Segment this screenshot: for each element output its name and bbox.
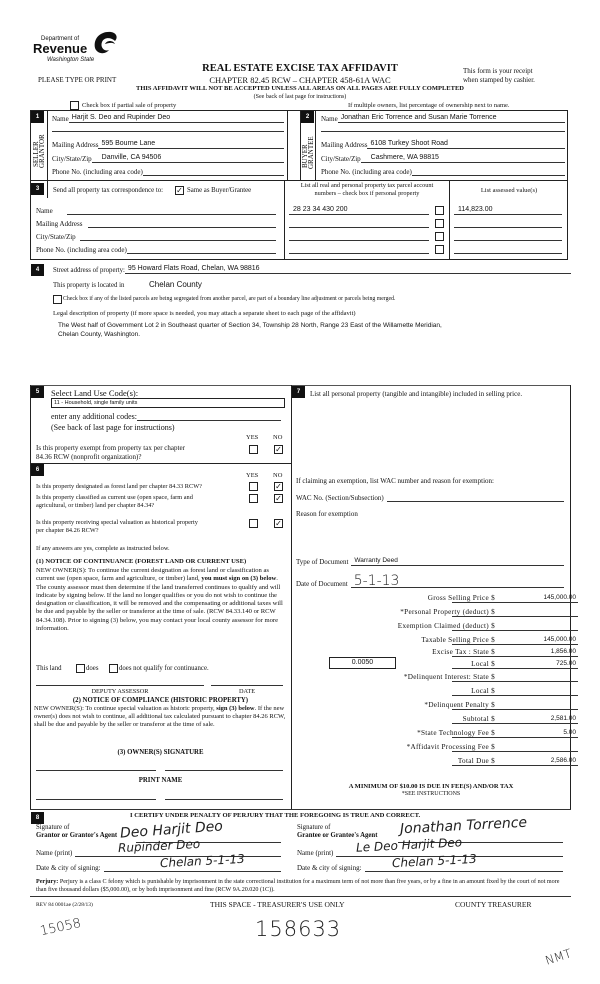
agency-line1: Department of [41,36,80,42]
subtotal-field[interactable]: 2,581.00 [452,714,578,724]
agency-line3: Washington State [47,57,95,63]
this-land-label: This land [36,665,62,672]
certify-statement: I CERTIFY UNDER PENALTY OF PERJURY THAT THE FOREGOING IS TRUE AND CORRECT. [130,812,421,819]
owner-signature-line-1[interactable] [36,770,156,771]
current-use-question-line2: agricultural, or timber) land per chapter 84.34? [36,502,155,509]
located-in-label: This property is located in [53,282,125,289]
receipt-note-1: This form is your receipt [463,67,533,75]
seller-mailing-label: Mailing Address [52,141,99,149]
personal-property-deduct-field[interactable] [452,607,578,617]
assessed-value-field-3[interactable] [454,231,562,241]
personal-property-checkbox-4[interactable] [435,245,444,254]
notice-continuance-title: (1) NOTICE OF CONTINUANCE (FOREST LAND OR CURRENT USE) [36,558,247,565]
seller-city-row [52,153,284,163]
segregated-checkbox[interactable] [53,295,62,304]
notice-compliance-body-b: . If the new owner(s) does not wish to continue, all additional tax calculated pursuant to chapter 84.26 RCW, shall be due and payable by the seller or transferor at the time of sale. [34,705,286,728]
section-5-see-back: (See back of last page for instructions) [51,423,175,432]
print-name-line-2[interactable] [165,799,283,800]
owner-signature-title: (3) OWNER(S) SIGNATURE [117,749,204,756]
notice-compliance-body-a: NEW OWNER(S): To continue special valuation as historic property, [34,705,217,712]
section-5-6-divider [30,463,291,464]
buyer-mailing-field[interactable]: 6108 Turkey Shoot Road [367,139,565,149]
delinquent-interest-state-field[interactable] [452,672,578,682]
notice-continuance-body [36,567,286,633]
buyer-city-field[interactable]: Cashmere, WA 98815 [361,153,565,163]
personal-property-checkbox-1[interactable] [435,206,444,215]
grantor-label [38,126,48,176]
seller-city-label: City/State/Zip [52,155,92,163]
delinquent-penalty-field[interactable] [452,700,578,710]
segregated-label: Check box if any of the listed parcels are being segregated from another parcel, are part of a boundary line adjustment or parcels being merged. [63,296,396,302]
lower-box-bottom-border [30,809,571,810]
document-type-row [296,556,564,566]
excise-tax-state-label: Excise Tax : State $ [432,648,495,656]
grantor-signature-label [36,824,117,840]
legal-description-label: Legal description of property (if more space is needed, you may attach a separate sheet to each page of the affidavit) [53,310,356,317]
buyer-mailing-row [321,139,565,149]
perjury-underline [30,896,571,897]
grantee-signature-label-1: Signature of [297,824,331,831]
seller-mailing-row [52,139,284,149]
seller-mailing-field[interactable]: 595 Bourne Lane [98,139,284,149]
section-6-no-header: NO [273,472,283,479]
dor-logo [33,30,133,66]
parcel-number-field-4[interactable] [289,244,429,254]
grantee-signature-label [297,824,377,840]
correspondence-phone-field[interactable] [127,244,276,254]
assessor-date-label: DATE [238,688,256,695]
section-1-number: 1 [31,111,44,123]
see-instructions-note: *SEE INSTRUCTIONS [401,791,461,797]
grantee-date-label: Date & city of signing: [297,864,362,872]
exemption-reason-label: Reason for exemption [296,510,358,518]
section-6-yes-header: YES [246,472,259,479]
notice-compliance-bold: sign (3) below [216,705,255,712]
buyer-name-row [321,113,565,123]
document-type-label: Type of Document [296,558,349,566]
section-3-divider [284,180,285,260]
exempt-question [36,444,185,461]
seller-phone-field[interactable] [143,166,284,176]
grantor-date-label: Date & city of signing: [36,864,101,872]
notice-compliance-title: (2) NOTICE OF COMPLIANCE (HISTORIC PROPERTY) [72,697,249,704]
current-use-yes-checkbox[interactable] [249,494,258,503]
parties-divider-horizontal [30,180,568,181]
exemption-label: If claiming an exemption, list WAC number and reason for exemption: [296,477,494,485]
county-treasurer-label: COUNTY TREASURER [455,900,532,909]
acceptance-warning: THIS AFFIDAVIT WILL NOT BE ACCEPTED UNLESS ALL AREAS ON ALL PAGES ARE FULLY COMPLETED [136,85,464,92]
grantor-name-label: Name (print) [36,849,73,857]
street-address-row [53,264,571,274]
seller-name-line2[interactable] [52,131,284,132]
located-in-value[interactable]: Chelan County [149,280,202,289]
grantee-name-label: Name (print) [297,849,334,857]
correspondence-phone-label: Phone No. (including area code) [36,246,127,254]
section-8-number: 8 [31,812,44,824]
current-use-question [36,494,193,510]
assessor-date-line[interactable] [211,685,283,686]
correspondence-name-field[interactable] [67,205,276,215]
personal-property-checkbox-3[interactable] [435,232,444,241]
owner-signature-line-2[interactable] [165,770,283,771]
legal-description-line2[interactable]: Chelan County, Washington. [58,331,141,338]
receipt-note-2: when stamped by cashier. [463,76,535,84]
parcel-number-field-2[interactable] [289,218,429,228]
historical-yes-checkbox[interactable] [249,519,258,528]
agency-line2: Revenue [33,41,88,56]
if-yes-note: If any answers are yes, complete as instructed below. [36,545,170,552]
correspondence-mailing-label: Mailing Address [36,220,83,228]
historical-question [36,519,198,535]
grantor-signature-label-2: Grantor or Grantor's Agent [36,832,118,839]
correspondence-mailing-field[interactable] [88,218,276,228]
excise-tax-local-label: Local $ [471,660,495,668]
section-3-number-border [47,180,48,198]
exempt-question-line1: Is this property exempt from property tax per chapter [36,444,185,452]
exemption-claimed-field[interactable] [452,621,578,631]
taxable-selling-price-field[interactable]: 145,000.00 [452,635,578,645]
correspondence-name-label: Name [36,207,53,215]
grantor-signature-label-1: Signature of [36,824,70,831]
deputy-assessor-label: DEPUTY ASSESSOR [91,688,149,695]
gross-selling-price-label: Gross Selling Price $ [427,594,495,602]
grantor-date-handwritten: Chelan 5-1-13 [159,851,245,871]
correspondence-mailing-row [36,218,276,228]
same-as-buyer-checkbox[interactable]: ✓ [176,186,183,195]
form-subtitle: CHAPTER 82.45 RCW – CHAPTER 458-61A WAC [209,75,391,85]
assessed-value-field-4[interactable] [454,244,562,254]
grantee-label [307,130,315,176]
section-5-yes-header: YES [246,434,259,441]
wac-number-label: WAC No. (Section/Subsection) [296,494,384,502]
parcel-header [286,182,448,198]
seller-name-label: Name [52,115,69,123]
delinquent-interest-state-label: *Delinquent Interest: State $ [403,673,495,681]
additional-codes-field[interactable] [137,411,281,421]
document-date-row [296,574,564,588]
section-7-lower-left-border [291,463,292,464]
assessed-value-field-2[interactable] [454,218,562,228]
buyer-phone-row [321,166,565,176]
buyer-mailing-label: Mailing Address [321,141,368,149]
excise-tax-local-field[interactable]: 725.00 [452,659,578,669]
buyer-text: BUYER [301,144,309,168]
notice-compliance-body [34,705,288,728]
instructions-note: (See back of last page for instructions) [253,94,347,100]
excise-tax-state-field[interactable]: 1,856.00 [452,647,578,657]
buyer-city-label: City/State/Zip [321,155,361,163]
lower-box-left-border [30,385,31,810]
grantor-signature[interactable]: Deo Harjit Deo [119,818,224,842]
grantee-name-handwritten: Le Deo Harjit Deo [355,835,463,855]
perjury-bold: Perjury: [36,879,59,885]
section-2-number: 2 [301,111,314,123]
buyer-city-row [321,153,565,163]
grantor-name-handwritten: Rupinder Deo [117,836,201,856]
form-id: REV 84 0001ae (2/28/13) [36,902,93,908]
notice-continuance-body-b: . The county assessor must then determine if the land transferred continues to qualify and will indicate by signing below. If the land no longer qualifies or you do not wish to continue the designation or classification, it will be removed and the compensating or additional taxes will be due and payable by the seller or transferor at the time of sale. (RCW 84.33.140 or RCW 84.34.108). Prior to signing (3) below, you may contact your local county assessor for more information. [36,575,283,633]
forest-land-yes-checkbox[interactable] [249,482,258,491]
assessed-header: List assessed value(s) [480,187,538,194]
same-as-buyer-label: Same as Buyer/Grantee [187,187,252,194]
does-qualify-checkbox[interactable] [76,664,85,673]
delinquent-interest-local-label: Local $ [471,687,495,695]
seller-city-field[interactable]: Danville, CA 94506 [92,153,284,163]
exempt-no-checkbox[interactable]: ✓ [275,445,282,454]
form-title: REAL ESTATE EXCISE TAX AFFIDAVIT [202,63,398,74]
delinquent-penalty-label: *Delinquent Penalty $ [424,701,495,709]
correspondence-city-row [36,231,276,241]
historical-question-line1: Is this property receiving special valuation as historical property [36,519,198,526]
personal-property-label: List all personal property (tangible and intangible) included in selling price. [310,390,523,398]
section-7-number: 7 [292,386,305,398]
delinquent-interest-local-field[interactable] [452,686,578,696]
street-address-field[interactable]: 95 Howard Flats Road, Chelan, WA 98816 [125,264,571,274]
additional-codes-label: enter any additional codes: [51,412,137,421]
grantee-text: GRANTEE [307,136,315,170]
does-not-qualify-checkbox[interactable] [109,664,118,673]
section-2-side-border [315,110,316,180]
grantee-signature[interactable]: Jonathan Torrence [399,814,528,838]
legal-description-line1[interactable]: The West half of Government Lot 2 in Southeast quarter of Section 34, Township 28 North, Range 23 East of the Willamette Meridian, [58,322,442,329]
personal-property-checkbox-2[interactable] [435,219,444,228]
forest-land-no-checkbox[interactable]: ✓ [275,482,282,491]
state-technology-fee-field[interactable]: 5.00 [452,728,578,738]
seller-phone-row [52,166,284,176]
parcel-header-line1: List all real and personal property tax parcel account [300,182,434,189]
section-5-no-header: NO [273,434,283,441]
partial-sale-checkbox[interactable] [70,101,79,110]
gross-selling-price-field[interactable]: 145,000.00 [452,593,578,603]
assessed-value-field-1[interactable]: 114,823.00 [454,205,562,215]
forest-land-question: Is this property designated as forest land per chapter 84.33 RCW? [36,483,202,490]
parcel-header-line2: numbers – check box if personal property [314,190,420,197]
wac-number-field[interactable] [387,492,564,502]
does-label: does [86,665,99,672]
parcel-number-field-1[interactable]: 28 23 34 430 200 [289,205,429,215]
current-use-question-line1: Is this property classified as current use (open space, farm and [36,494,193,501]
deputy-assessor-line[interactable] [36,685,204,686]
buyer-name-label: Name [321,115,338,123]
street-address-label: Street address of property: [53,267,125,274]
notice-continuance-bold: you must sign on (3) below [201,575,277,583]
additional-codes-row [51,411,281,421]
seller-text: SELLER [32,141,40,167]
document-date-field[interactable]: 5-1-13 [351,574,564,588]
grantee-date-handwritten: Chelan 5-1-13 [391,851,477,871]
seller-phone-label: Phone No. (including area code) [52,168,143,176]
buyer-phone-field[interactable] [412,166,565,176]
seller-name-row [52,113,284,123]
parties-divider-vertical [287,110,288,180]
grantor-text: GRANTOR [38,134,46,168]
handwritten-receipt-number: 15058 [38,915,83,940]
current-use-no-checkbox[interactable]: ✓ [275,494,282,503]
handwritten-treasurer-number: 158633 [255,917,342,941]
affidavit-processing-fee-label: *Affidavit Processing Fee $ [406,743,495,751]
correspondence-name-row [36,205,276,215]
section-6-number: 6 [31,464,44,476]
buyer-phone-label: Phone No. (including area code) [321,168,412,176]
parcel-number-field-3[interactable] [289,231,429,241]
correspondence-city-label: City/State/Zip [36,233,76,241]
total-due-field[interactable]: 2,586.00 [452,756,578,766]
dor-swoosh-icon [91,30,119,56]
section-3-number: 3 [31,183,44,195]
section-5-number: 5 [31,386,44,398]
exemption-claimed-label: Exemption Claimed (deduct) $ [397,622,495,630]
lower-box-center-divider [291,385,292,810]
perjury-notice [36,878,570,894]
total-due-label: Total Due $ [457,757,495,765]
document-date-label: Date of Document [296,580,348,588]
seller-name-field[interactable]: Harjit S. Deo and Rupinder Deo [69,113,284,123]
print-name-title: PRINT NAME [138,777,183,784]
notice-continuance-body-a: NEW OWNER(S): To continue the current designation as forest land or classification as current use (open space, farm and agriculture, or timber) land, [36,567,269,583]
minimum-due-note: A MINIMUM OF $10.00 IS DUE IN FEE(S) AND/OR TAX [348,783,514,790]
exempt-yes-checkbox[interactable] [249,445,258,454]
does-not-label: does not qualify for continuance. [119,665,209,672]
subtotal-label: Subtotal $ [462,715,495,723]
section-4-number: 4 [31,264,44,276]
buyer-name-field[interactable]: Jonathan Eric Torrence and Susan Marie Torrence [338,113,565,123]
correspondence-phone-row [36,244,276,254]
please-type: PLEASE TYPE OR PRINT [38,76,117,84]
land-use-select[interactable]: 11 - Household, single family units [51,398,285,408]
exempt-question-line2: 84.36 RCW (nonprofit organization)? [36,452,142,461]
multiple-owners-note: If multiple owners, list percentage of ownership next to name. [348,102,510,109]
treasurer-space-label: THIS SPACE - TREASURER'S USE ONLY [210,900,345,909]
state-technology-fee-label: *State Technology Fee $ [417,729,495,737]
taxable-selling-price-label: Taxable Selling Price $ [421,636,495,644]
perjury-text: Perjury is a class C felony which is punishable by imprisonment in the state correctional institution for a maximum term of not more than five years, or by a fine in an amount fixed by the court of not more than five thousand dollars ($5,000.00), or by both imprisonment and fine (RCW 9A.20.020 (1C)). [36,879,560,893]
grantee-signature-label-2: Grantee or Grantee's Agent [297,832,378,839]
correspondence-city-field[interactable] [80,231,276,241]
affidavit-processing-fee-field[interactable] [452,742,578,752]
personal-property-deduct-label: *Personal Property (deduct) $ [400,608,495,616]
land-use-label: Select Land Use Code(s): [51,388,139,398]
print-name-line-1[interactable] [36,799,156,800]
wac-number-row [296,492,564,502]
buyer-name-line2[interactable] [321,131,565,132]
historical-no-checkbox[interactable]: ✓ [275,519,282,528]
partial-sale-label: Check box if partial sale of property [82,102,177,109]
handwritten-initials: NMT [543,946,574,968]
send-correspondence-label: Send all property tax correspondence to: [53,187,164,194]
document-type-field[interactable]: Warranty Deed [351,556,564,566]
local-rate-field[interactable]: 0.0050 [329,657,396,669]
historical-question-line2: per chapter 84.26 RCW? [36,527,99,534]
